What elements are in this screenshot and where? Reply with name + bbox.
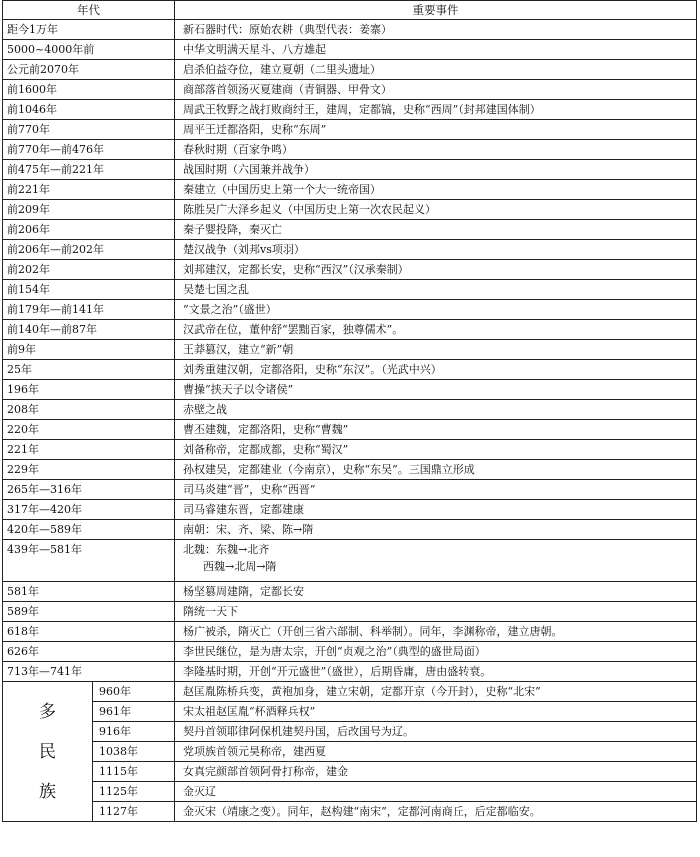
- era-cell: 961年: [93, 702, 175, 722]
- event-cell: 金灭辽: [175, 782, 697, 802]
- era-cell: 1127年: [93, 802, 175, 822]
- table-row: [3, 540, 697, 582]
- era-cell: 960年: [93, 682, 175, 702]
- table-row: [3, 380, 697, 400]
- table-row: [3, 662, 697, 682]
- table-row: [3, 200, 697, 220]
- event-cell: 司马睿建东晋，定都建康: [175, 500, 697, 520]
- event-cell: 王莽篡汉，建立“新”朝: [175, 340, 697, 360]
- era-cell: 前154年: [3, 280, 175, 300]
- table-row: [3, 240, 697, 260]
- event-cell: 战国时期（六国兼并战争）: [175, 160, 697, 180]
- event-cell: 李世民继位，是为唐太宗，开创“贞观之治”（典型的盛世局面）: [175, 642, 697, 662]
- event-cell: 刘备称帝，定都成都，史称“蜀汉”: [175, 440, 697, 460]
- table-row: [3, 100, 697, 120]
- side-label-char: 民: [39, 741, 56, 762]
- era-cell: 1125年: [93, 782, 175, 802]
- event-line: 西魏→北周→隋: [203, 560, 277, 573]
- era-cell: 196年: [3, 380, 175, 400]
- event-cell: 启杀伯益夺位，建立夏朝（二里头遗址）: [175, 60, 697, 80]
- event-cell: 南朝：宋、齐、梁、陈→隋: [175, 520, 697, 540]
- table-row: [3, 520, 697, 540]
- era-cell: 713年—741年: [3, 662, 175, 682]
- event-cell: 契丹首领耶律阿保机建契丹国，后改国号为辽。: [175, 722, 697, 742]
- table-row: [3, 320, 697, 340]
- table-row: [3, 360, 697, 380]
- event-cell: 商部落首领汤灭夏建商（青铜器、甲骨文）: [175, 80, 697, 100]
- event-cell: 曹丕建魏，定都洛阳，史称“曹魏”: [175, 420, 697, 440]
- table-row: [3, 80, 697, 100]
- event-cell: 楚汉战争（刘邦vs项羽）: [175, 240, 697, 260]
- event-cell: “文景之治”（盛世）: [175, 300, 697, 320]
- table-row: [3, 340, 697, 360]
- era-cell: 前475年—前221年: [3, 160, 175, 180]
- event-cell: 周平王迁都洛阳，史称“东周”: [175, 120, 697, 140]
- event-cell: 司马炎建“晋”，史称“西晋”: [175, 480, 697, 500]
- era-cell: 439年—581年: [3, 540, 175, 582]
- era-cell: 前209年: [3, 200, 175, 220]
- table-row: [3, 120, 697, 140]
- side-label-char: 多: [39, 701, 56, 722]
- table-row: [3, 420, 697, 440]
- event-cell: 汉武帝在位，董仲舒“罢黜百家，独尊儒术”。: [175, 320, 697, 340]
- table-row: [3, 602, 697, 622]
- event-cell: 秦建立（中国历史上第一个大一统帝国）: [175, 180, 697, 200]
- table-row: [3, 180, 697, 200]
- era-cell: 221年: [3, 440, 175, 460]
- table-row: [3, 220, 697, 240]
- era-cell: 前770年—前476年: [3, 140, 175, 160]
- event-cell: 吴楚七国之乱: [175, 280, 697, 300]
- era-cell: 前140年—前87年: [3, 320, 175, 340]
- era-cell: 前9年: [3, 340, 175, 360]
- table-row: [3, 140, 697, 160]
- era-cell: 208年: [3, 400, 175, 420]
- table-row: [3, 782, 697, 802]
- table-row: [3, 60, 697, 80]
- table-row: [3, 682, 697, 702]
- event-cell: [175, 540, 697, 582]
- event-cell: 杨广被杀，隋灭亡（开创三省六部制、科举制）。同年，李渊称帝，建立唐朝。: [175, 622, 697, 642]
- table-row: [3, 702, 697, 722]
- era-cell: 前1600年: [3, 80, 175, 100]
- era-cell: 前206年: [3, 220, 175, 240]
- event-cell: 杨坚篡周建隋，定都长安: [175, 582, 697, 602]
- timeline-body: [3, 20, 697, 822]
- era-cell: 420年—589年: [3, 520, 175, 540]
- era-cell: 公元前2070年: [3, 60, 175, 80]
- side-label: [3, 682, 93, 822]
- era-cell: 前770年: [3, 120, 175, 140]
- event-cell: 陈胜吴广大泽乡起义（中国历史上第一次农民起义）: [175, 200, 697, 220]
- era-cell: 前221年: [3, 180, 175, 200]
- table-row: [3, 20, 697, 40]
- era-cell: 前1046年: [3, 100, 175, 120]
- event-cell: 刘邦建汉，定都长安，史称“西汉”（汉承秦制）: [175, 260, 697, 280]
- event-cell: 新石器时代：原始农耕（典型代表：姜寨）: [175, 20, 697, 40]
- era-cell: 前179年—前141年: [3, 300, 175, 320]
- era-cell: 1115年: [93, 762, 175, 782]
- table-row: [3, 582, 697, 602]
- era-cell: 916年: [93, 722, 175, 742]
- event-cell: 金灭宋（靖康之变）。同年，赵构建“南宋”，定都河南商丘，后定都临安。: [175, 802, 697, 822]
- event-cell: 曹操“挟天子以令诸侯”: [175, 380, 697, 400]
- era-cell: 220年: [3, 420, 175, 440]
- era-cell: 618年: [3, 622, 175, 642]
- table-row: [3, 460, 697, 480]
- table-row: [3, 280, 697, 300]
- event-cell: 孙权建吴，定都建业（今南京），史称“东吴”。三国鼎立形成: [175, 460, 697, 480]
- table-row: [3, 622, 697, 642]
- era-cell: 265年—316年: [3, 480, 175, 500]
- event-cell: 春秋时期（百家争鸣）: [175, 140, 697, 160]
- table-row: [3, 480, 697, 500]
- event-cell: 党项族首领元昊称帝，建西夏: [175, 742, 697, 762]
- event-cell: 隋统一天下: [175, 602, 697, 622]
- header-era: 年代: [3, 1, 175, 20]
- table-row: [3, 742, 697, 762]
- table-row: [3, 762, 697, 782]
- table-row: [3, 642, 697, 662]
- table-row: [3, 40, 697, 60]
- header-row: [3, 1, 697, 20]
- history-timeline-document: [2, 0, 697, 822]
- era-cell: 距今1万年: [3, 20, 175, 40]
- era-cell: 5000~4000年前: [3, 40, 175, 60]
- event-cell: 女真完颜部首领阿骨打称帝，建金: [175, 762, 697, 782]
- event-cell: 宋太祖赵匡胤“杯酒释兵权”: [175, 702, 697, 722]
- side-label-char: 族: [39, 781, 56, 802]
- timeline-table: [2, 0, 697, 822]
- era-cell: 589年: [3, 602, 175, 622]
- era-cell: 前206年—前202年: [3, 240, 175, 260]
- event-cell: 赵匡胤陈桥兵变，黄袍加身，建立宋朝，定都开京（今开封），史称“北宋”: [175, 682, 697, 702]
- event-cell: 刘秀重建汉朝，定都洛阳，史称“东汉”。（光武中兴）: [175, 360, 697, 380]
- table-row: [3, 722, 697, 742]
- era-cell: 581年: [3, 582, 175, 602]
- era-cell: 1038年: [93, 742, 175, 762]
- era-cell: 317年—420年: [3, 500, 175, 520]
- era-cell: 前202年: [3, 260, 175, 280]
- era-cell: 25年: [3, 360, 175, 380]
- table-row: [3, 260, 697, 280]
- table-row: [3, 802, 697, 822]
- event-line: 北魏：东魏→北齐: [183, 543, 270, 556]
- event-cell: 中华文明满天星斗、八方雄起: [175, 40, 697, 60]
- era-cell: 626年: [3, 642, 175, 662]
- header-events: 重要事件: [175, 1, 697, 20]
- era-cell: 229年: [3, 460, 175, 480]
- event-cell: 秦子婴投降，秦灭亡: [175, 220, 697, 240]
- table-row: [3, 440, 697, 460]
- table-row: [3, 500, 697, 520]
- event-cell: 周武王牧野之战打败商纣王，建周，定都镐，史称“西周”（封邦建国体制）: [175, 100, 697, 120]
- table-row: [3, 400, 697, 420]
- event-cell: 李隆基时期，开创“开元盛世”（盛世），后期昏庸，唐由盛转衰。: [175, 662, 697, 682]
- table-row: [3, 160, 697, 180]
- table-row: [3, 300, 697, 320]
- event-cell: 赤壁之战: [175, 400, 697, 420]
